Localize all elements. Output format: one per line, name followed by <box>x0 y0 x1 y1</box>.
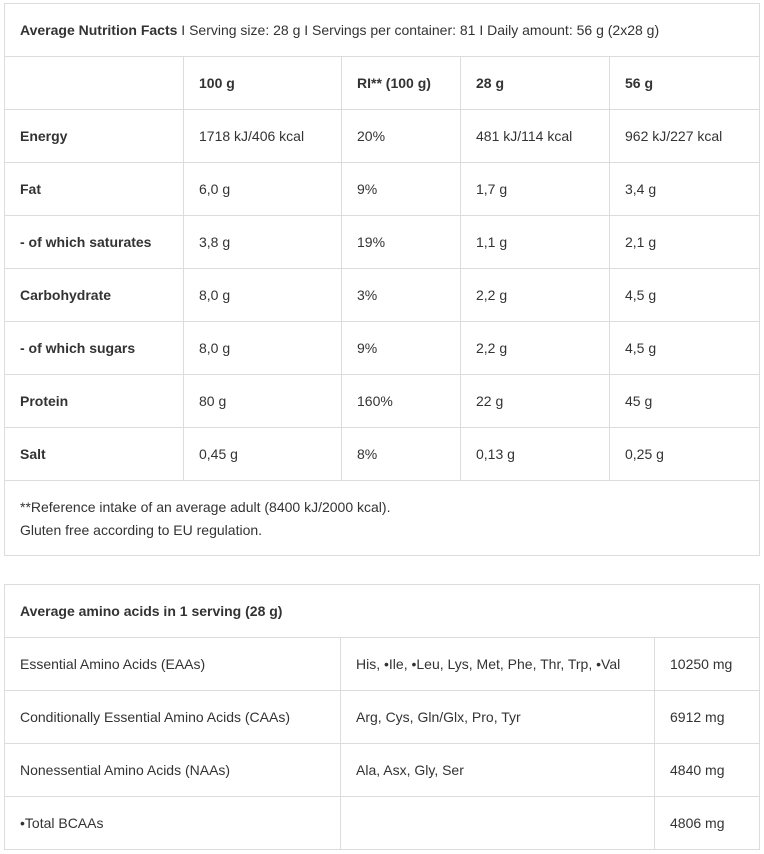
table-cell: 6,0 g <box>184 163 342 216</box>
table-cell: 8,0 g <box>184 269 342 322</box>
table-cell: 45 g <box>610 375 760 428</box>
table-cell: 8% <box>342 428 461 481</box>
table-row <box>5 163 760 216</box>
table-cell: 80 g <box>184 375 342 428</box>
table-cell: 3,8 g <box>184 216 342 269</box>
table-cell: 4,5 g <box>610 322 760 375</box>
table-cell: 8,0 g <box>184 322 342 375</box>
amino-amount: 6912 mg <box>655 691 760 744</box>
amino-title: Average amino acids in 1 serving (28 g) <box>5 585 760 638</box>
nutrition-header-row <box>5 57 760 110</box>
nutrition-title-row <box>5 4 760 57</box>
table-cell: 3% <box>342 269 461 322</box>
amino-group-name: Essential Amino Acids (EAAs) <box>5 638 341 691</box>
table-cell: 1,1 g <box>461 216 610 269</box>
table-row <box>5 110 760 163</box>
nutrition-footnote-row <box>5 481 760 556</box>
amino-list: Ala, Asx, Gly, Ser <box>341 744 655 797</box>
amino-acids-table <box>4 584 760 850</box>
nutrient-name: Carbohydrate <box>5 269 184 322</box>
nutrient-name: - of which saturates <box>5 216 184 269</box>
amino-group-name: •Total BCAAs <box>5 797 341 850</box>
amino-list: Arg, Cys, Gln/Glx, Pro, Tyr <box>341 691 655 744</box>
reference-intake-note: **Reference intake of an average adult (8400 kJ/2000 kcal). <box>20 498 391 515</box>
table-cell: 1718 kJ/406 kcal <box>184 110 342 163</box>
amino-amount: 4806 mg <box>655 797 760 850</box>
table-cell: 4,5 g <box>610 269 760 322</box>
amino-list: His, •Ile, •Leu, Lys, Met, Phe, Thr, Trp, •Val <box>341 638 655 691</box>
column-header: 28 g <box>461 57 610 110</box>
table-row <box>5 797 760 850</box>
table-row <box>5 322 760 375</box>
column-header: 100 g <box>184 57 342 110</box>
table-row <box>5 638 760 691</box>
table-cell: 20% <box>342 110 461 163</box>
amino-group-name: Conditionally Essential Amino Acids (CAAs) <box>5 691 341 744</box>
table-cell: 2,2 g <box>461 269 610 322</box>
amino-amount: 10250 mg <box>655 638 760 691</box>
table-cell: 481 kJ/114 kcal <box>461 110 610 163</box>
table-row <box>5 691 760 744</box>
table-row <box>5 744 760 797</box>
nutrition-title-bold: Average Nutrition Facts <box>20 22 178 38</box>
table-row <box>5 269 760 322</box>
nutrition-title <box>5 4 760 57</box>
table-cell: 160% <box>342 375 461 428</box>
nutrition-facts-table <box>4 3 760 556</box>
gluten-free-note: Gluten free according to EU regulation. <box>20 521 263 538</box>
table-cell: 0,45 g <box>184 428 342 481</box>
table-cell: 962 kJ/227 kcal <box>610 110 760 163</box>
table-cell: 0,25 g <box>610 428 760 481</box>
column-header: 56 g <box>610 57 760 110</box>
nutrient-name: Energy <box>5 110 184 163</box>
table-row <box>5 375 760 428</box>
table-cell: 22 g <box>461 375 610 428</box>
table-row <box>5 428 760 481</box>
amino-amount: 4840 mg <box>655 744 760 797</box>
nutrient-name: Fat <box>5 163 184 216</box>
column-header <box>5 57 184 110</box>
nutrient-name: Salt <box>5 428 184 481</box>
table-cell: 9% <box>342 163 461 216</box>
nutrition-footnote <box>5 481 760 556</box>
table-row <box>5 216 760 269</box>
table-cell: 2,2 g <box>461 322 610 375</box>
table-cell: 0,13 g <box>461 428 610 481</box>
nutrition-title-details: I Serving size: 28 g I Servings per container: 81 I Daily amount: 56 g (2x28 g) <box>177 22 660 38</box>
amino-list <box>341 797 655 850</box>
amino-title-row <box>5 585 760 638</box>
table-cell: 1,7 g <box>461 163 610 216</box>
table-cell: 9% <box>342 322 461 375</box>
table-cell: 3,4 g <box>610 163 760 216</box>
table-cell: 2,1 g <box>610 216 760 269</box>
column-header: RI** (100 g) <box>342 57 461 110</box>
amino-group-name: Nonessential Amino Acids (NAAs) <box>5 744 341 797</box>
table-cell: 19% <box>342 216 461 269</box>
nutrient-name: - of which sugars <box>5 322 184 375</box>
nutrient-name: Protein <box>5 375 184 428</box>
